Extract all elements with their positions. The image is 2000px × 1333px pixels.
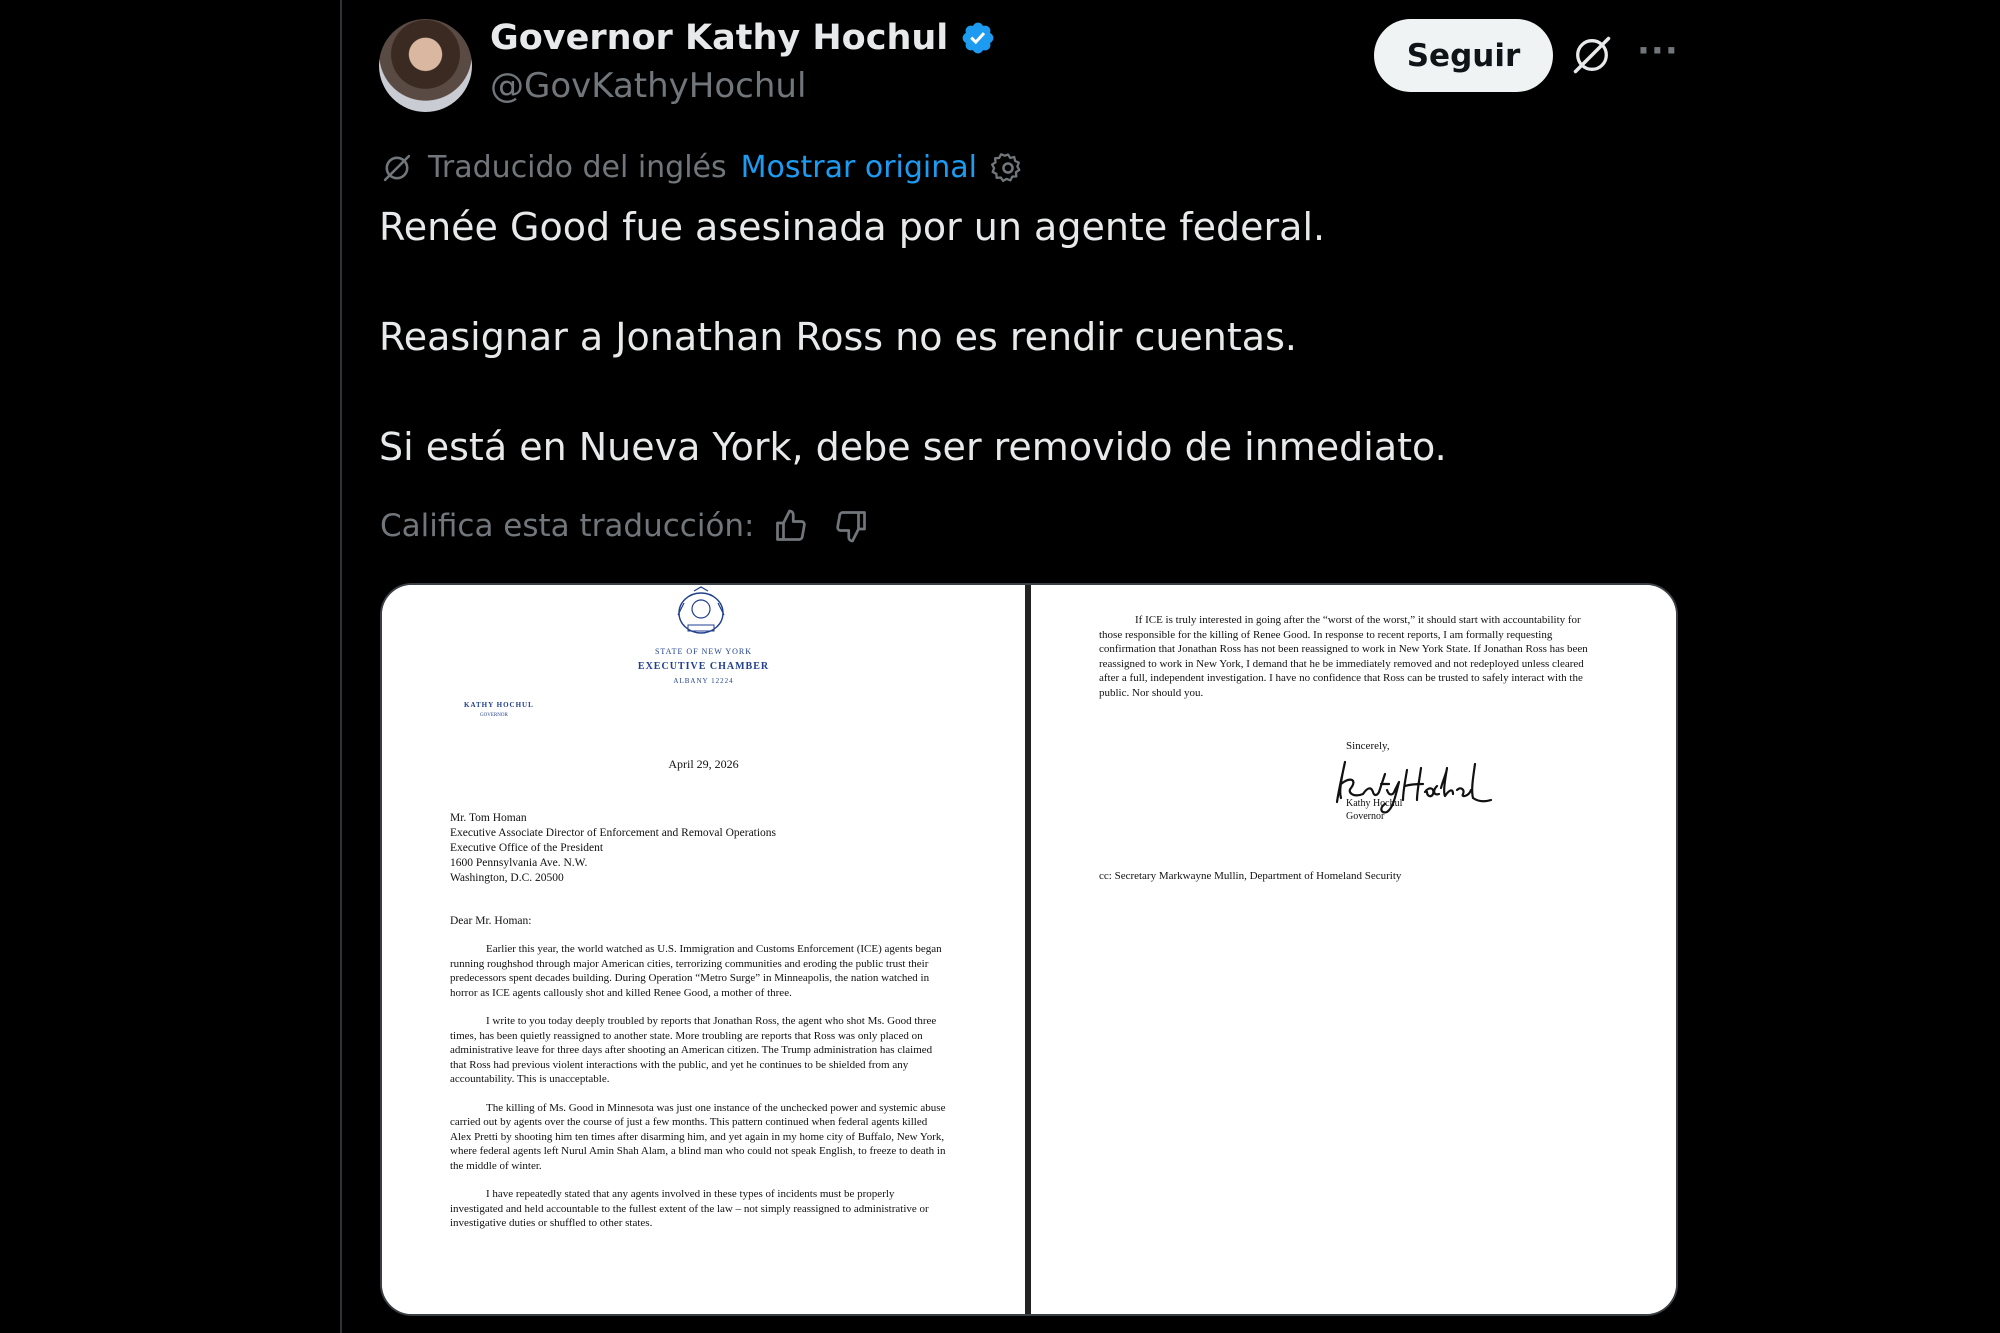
letterhead-governor-title: GOVERNOR — [480, 713, 508, 718]
letterhead-chamber: EXECUTIVE CHAMBER — [637, 661, 770, 672]
thumbs-down-icon[interactable] — [833, 508, 869, 544]
author-display-name[interactable]: Governor Kathy Hochul — [490, 18, 949, 58]
tweet-text-line: Reasignar a Jonathan Ross no es rendir cuentas. — [379, 315, 1297, 359]
letter-closing: Sincerely, — [1346, 740, 1390, 752]
column-divider — [340, 0, 342, 1333]
follow-button[interactable]: Seguir — [1374, 19, 1553, 92]
letter-paragraph: Earlier this year, the world watched as U.S. Immigration and Customs Enforcement (ICE) agents began running roughshod through major American cities, terrorizing communities and eroding the public trust their predecessors spent decades building. During Operation “Metro Surge” in Minneapolis, the nation watched in horror as ICE agents callously shot and killed Renee Good, a mother of three. — [450, 943, 942, 999]
letter-paragraph: If ICE is truly interested in going after the “worst of the worst,” it should start with accountability for those responsible for the killing of Renee Good. In response to recent reports, I am formally requesting confirmation that Jonathan Ross has not been reassigned to work in New York State. If Jonathan Ross has been reassigned to work in New York, I demand that he be immediately removed and not redeployed unless cleared after a full, independent investigation. I have no confidence that Ross can be trusted to safely interact with the public. Nor should you. — [1099, 614, 1588, 699]
translated-from-label: Traducido del inglés — [428, 150, 727, 185]
rate-translation-label: Califica esta traducción: — [380, 508, 755, 544]
signature-title: Governor — [1346, 811, 1385, 822]
gear-icon[interactable] — [991, 151, 1025, 185]
state-seal-icon — [668, 585, 734, 639]
tweet-text-line: Renée Good fue asesinada por un agente federal. — [379, 205, 1326, 249]
more-options-icon[interactable]: ··· — [1637, 31, 1679, 71]
letter-salutation: Dear Mr. Homan: — [450, 915, 532, 927]
grok-translate-icon — [380, 151, 414, 185]
letter-body — [450, 942, 946, 1245]
verified-badge-icon — [960, 20, 996, 56]
rate-translation-row — [380, 508, 869, 544]
avatar[interactable] — [379, 19, 472, 112]
tweet-text — [379, 200, 1669, 530]
thumbs-up-icon[interactable] — [773, 508, 809, 544]
letter-image[interactable] — [380, 583, 1678, 1316]
author-name-row — [490, 18, 996, 58]
letterhead-state: STATE OF NEW YORK — [654, 647, 753, 656]
letter-paragraph: The killing of Ms. Good in Minnesota was just one instance of the unchecked power and systemic abuse carried out by agents over the course of just a few months. This pattern continued when federal agents killed Alex Pretti by shooting him ten times after disarming him, and yet again in my home city of Buffalo, New York, where federal agents left Nurul Amin Shah Alam, a blind man who could not speak English, to freeze to death in the middle of winter. — [450, 1101, 946, 1172]
letter-page-1 — [382, 585, 1025, 1314]
grok-icon[interactable] — [1570, 33, 1614, 77]
letter-address: Mr. Tom Homan Executive Associate Director of Enforcement and Removal Operations Executive Office of the President 1600 Pennsylvania Ave. N.W. Washington, D.C. 20500 — [450, 812, 777, 884]
letter-cc: cc: Secretary Markwayne Mullin, Department of Homeland Security — [1099, 870, 1402, 882]
translation-bar — [380, 150, 1025, 185]
letterhead-albany: ALBANY 12224 — [673, 677, 734, 685]
letter-page-2 — [1031, 585, 1676, 1314]
author-handle[interactable]: @GovKathyHochul — [490, 66, 807, 106]
handwritten-signature — [1329, 750, 1494, 820]
signature-name: Kathy Hochul — [1346, 798, 1403, 809]
letter-paragraph: I write to you today deeply troubled by reports that Jonathan Ross, the agent who shot Ms. Good three times, has been quietly reassigned to another state. More troubling are reports that Ross was only placed on administrative leave for three days after shooting an American citizen. The Trump administration has claimed that Ross had previous violent interactions with the public, and yet he continues to be shielded from any accountability. This is unacceptable. — [450, 1015, 937, 1085]
tweet-text-line: Si está en Nueva York, debe ser removido de inmediato. — [379, 425, 1447, 469]
show-original-link[interactable]: Mostrar original — [740, 150, 977, 185]
letter-paragraph: I have repeatedly stated that any agents involved in these types of incidents must be properly investigated and held accountable to the fullest extent of the law – not simply reassigned to administrative or investigative duties or shuffled to other states. — [450, 1188, 929, 1229]
letterhead-governor-name: KATHY HOCHUL — [464, 701, 534, 709]
letter-date: April 29, 2026 — [668, 757, 739, 771]
